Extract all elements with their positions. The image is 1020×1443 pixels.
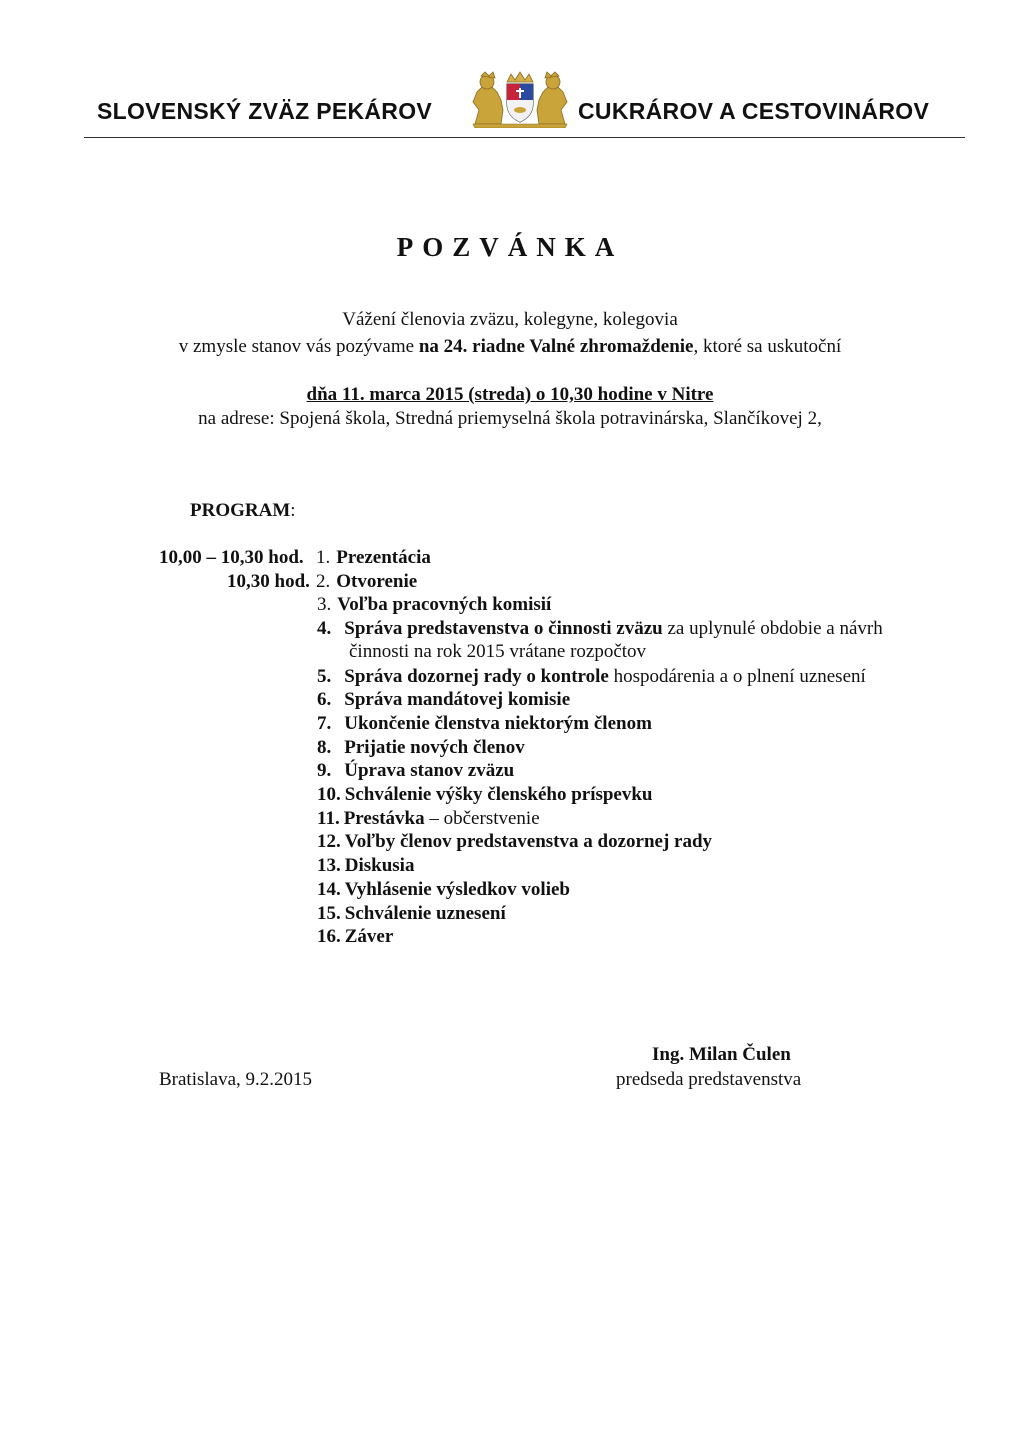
program-item-number: 9.: [317, 760, 332, 782]
intro-pre: v zmysle stanov vás pozývame: [178, 336, 419, 357]
program-item-continuation: činnosti na rok 2015 vrátane rozpočtov: [349, 640, 647, 662]
program-item-title: Diskusia: [344, 855, 415, 877]
program-item: [317, 926, 393, 948]
program-item-detail: hospodárenia a o plnení uznesení: [608, 665, 866, 687]
program-item: [317, 855, 414, 877]
program-item: [317, 760, 514, 782]
program-item-number: 6.: [317, 689, 332, 711]
program-item: [316, 571, 417, 593]
program-item-number: 5.: [317, 665, 332, 687]
coat-of-arms-logo: [467, 70, 573, 128]
program-item-title: Záver: [344, 926, 394, 948]
greeting: Vážení členovia zväzu, kolegyne, kolegovia: [342, 309, 678, 330]
program-item-number: 10.: [317, 784, 341, 805]
program-item: [317, 903, 506, 925]
program-item-number: 8.: [317, 736, 332, 758]
program-item: [317, 784, 653, 806]
meeting-address: na adrese: Spojená škola, Stredná priemyselná škola potravinárska, Slančíkovej 2,: [198, 408, 822, 429]
signatory-name: Ing. Milan Čulen: [652, 1044, 791, 1065]
program-item-title: Prijatie nových členov: [344, 736, 525, 758]
program-item-number: 15.: [317, 902, 341, 924]
program-time-2: 10,30 hod.: [227, 571, 310, 592]
program-item-number: 13.: [317, 855, 341, 877]
signatory-role: predseda predstavenstva: [616, 1069, 802, 1090]
program-item-title: Schválenie uznesení: [344, 902, 506, 924]
program-item: [317, 666, 866, 688]
program-heading: [190, 500, 296, 522]
program-item-number: 2.: [316, 570, 331, 592]
program-item-number: 11.: [317, 807, 340, 829]
program-item-number: 4.: [317, 618, 332, 640]
program-item: [317, 594, 551, 616]
program-item-title: Správa mandátovej komisie: [344, 689, 571, 711]
program-item-number: 1.: [316, 547, 331, 568]
meeting-date-text: dňa 11. marca 2015 (streda) o 10,30 hodine v Nitre: [306, 384, 714, 405]
program-item: [317, 808, 540, 830]
program-time-1: 10,00 – 10,30 hod.: [159, 547, 304, 568]
program-item-title: Prezentácia: [336, 547, 431, 568]
letterhead: [0, 0, 1020, 140]
program-item-title: Schválenie výšky členského príspevku: [344, 784, 653, 805]
organization-name-left: SLOVENSKÝ ZVÄZ PEKÁROV: [97, 98, 433, 124]
program-item-title: Voľba pracovných komisií: [337, 594, 552, 616]
program-item-title: Ukončenie členstva niektorým členom: [344, 712, 652, 734]
program-item: [317, 689, 570, 711]
program-item: [316, 547, 431, 569]
program-item-title: Správa dozornej rady o kontrole: [344, 665, 609, 687]
intro-post: , ktoré sa uskutoční: [693, 336, 842, 357]
program-item-number: 16.: [317, 926, 341, 948]
program-item: [317, 618, 883, 640]
program-item: [317, 879, 570, 901]
program-item-title: Správa predstavenstva o činnosti zväzu: [344, 618, 663, 640]
program-item-title: Otvorenie: [336, 570, 418, 592]
organization-name-right: CUKRÁROV A CESTOVINÁROV: [578, 98, 930, 124]
program-item: [317, 737, 525, 759]
program-item-number: 14.: [317, 878, 341, 900]
program-item-detail: za uplynulé obdobie a návrh: [662, 618, 883, 640]
program-item-title: Voľby členov predstavenstva a dozornej rady: [344, 831, 713, 853]
program-item-title: Vyhlásenie výsledkov volieb: [344, 878, 570, 900]
meeting-date: [0, 384, 1020, 406]
program-item-title: Úprava stanov zväzu: [344, 760, 515, 782]
program-item-number: 7.: [317, 712, 332, 734]
program-heading-label: PROGRAM: [190, 500, 291, 521]
program-item-number: 12.: [317, 831, 341, 853]
program-item-title: Prestávka: [343, 807, 425, 829]
program-heading-colon: :: [290, 500, 296, 521]
program-item-detail: – občerstvenie: [424, 807, 540, 829]
program-item: [317, 831, 712, 853]
program-item-number: 3.: [317, 594, 332, 616]
intro-line: [0, 336, 1020, 358]
place-and-date: Bratislava, 9.2.2015: [159, 1069, 313, 1090]
document-title: POZVÁNKA: [396, 232, 624, 262]
header-divider: [84, 137, 965, 138]
program-item: [317, 713, 652, 735]
intro-meeting: na 24. riadne Valné zhromaždenie: [418, 336, 694, 357]
